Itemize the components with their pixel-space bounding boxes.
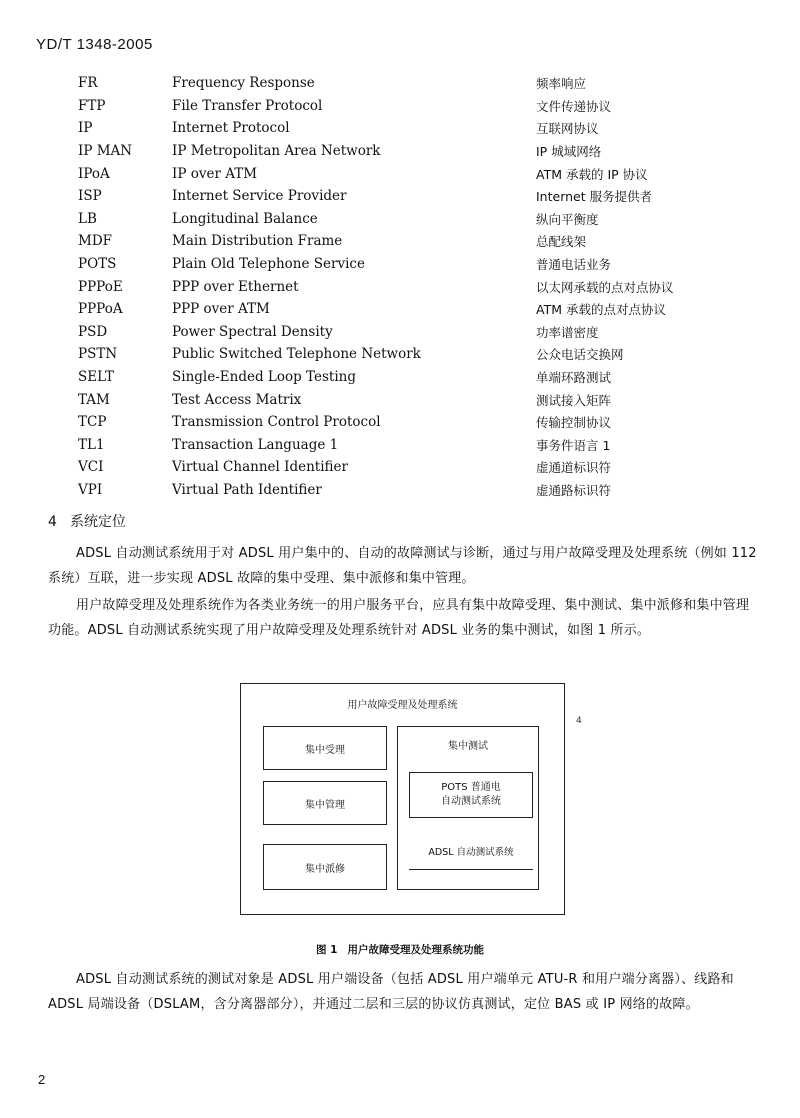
abbreviation-row: [78, 321, 728, 344]
abbreviation-term: PPPoE: [78, 278, 123, 295]
adsl-test-system-label: ADSL 自动测试系统: [428, 847, 514, 858]
box-pots-test-system: [409, 772, 533, 818]
figure-1-diagram: [240, 683, 565, 915]
abbreviation-english: Longitudinal Balance: [172, 210, 318, 227]
abbreviation-row: [78, 185, 728, 208]
abbreviation-chinese: 文件传递协议: [536, 98, 612, 114]
abbreviation-row: [78, 230, 728, 253]
abbreviation-row: [78, 456, 728, 479]
abbreviation-chinese: 频率响应: [536, 76, 587, 92]
abbreviation-row: [78, 388, 728, 411]
box-centralized-management-label: 集中管理: [305, 799, 345, 811]
abbreviation-term: TL1: [78, 436, 105, 453]
abbreviation-chinese: ATM 承载的 IP 协议: [536, 166, 648, 182]
abbreviation-term: TAM: [78, 391, 110, 408]
abbreviation-chinese: 总配线架: [536, 234, 587, 250]
abbreviation-term: ISP: [78, 188, 102, 205]
box-centralized-testing-label: 集中测试: [448, 741, 488, 752]
abbreviation-english: Internet Service Provider: [172, 188, 347, 205]
abbreviation-row: [78, 95, 728, 118]
abbreviation-row: [78, 298, 728, 321]
abbreviation-row: [78, 72, 728, 95]
abbreviation-term: SELT: [78, 369, 114, 386]
abbreviation-english: Transaction Language 1: [172, 436, 339, 453]
abbreviation-term: VPI: [78, 481, 103, 498]
abbreviation-english: Virtual Path Identifier: [172, 481, 322, 498]
abbreviation-row: [78, 343, 728, 366]
abbreviation-term: PPPoA: [78, 301, 123, 318]
box-pots-line2: 自动测试系统: [441, 796, 501, 807]
abbreviation-term: POTS: [78, 256, 117, 273]
abbreviation-chinese: 虚通路标识符: [536, 482, 612, 498]
section-title: 系统定位: [70, 514, 126, 530]
page-number: 2: [38, 1072, 46, 1087]
section-heading: [48, 511, 126, 531]
abbreviation-chinese: Internet 服务提供者: [536, 189, 653, 205]
abbreviation-term: VCI: [78, 459, 104, 476]
standard-code: YD/T 1348-2005: [36, 36, 153, 53]
abbreviation-english: File Transfer Protocol: [172, 97, 323, 114]
abbreviation-row: [78, 366, 728, 389]
adsl-test-system-underline: [409, 869, 533, 870]
abbreviation-english: Single-Ended Loop Testing: [172, 369, 356, 386]
figure-side-mark: 4: [576, 716, 582, 726]
abbreviation-term: FTP: [78, 97, 106, 114]
abbreviation-term: MDF: [78, 233, 113, 250]
figure-outer-title: 用户故障受理及处理系统: [347, 700, 458, 711]
abbreviation-row: [78, 434, 728, 457]
abbreviation-english: Internet Protocol: [172, 120, 290, 137]
abbreviation-chinese: 公众电话交换网: [536, 347, 624, 363]
abbreviation-chinese: 以太网承载的点对点协议: [536, 279, 674, 295]
box-centralized-dispatch: [263, 844, 387, 890]
abbreviation-term: IP: [78, 120, 93, 137]
paragraph-1: ADSL 自动测试系统用于对 ADSL 用户集中的、自动的故障测试与诊断，通过与用户故障受理及处理系统（例如 112 系统）互联，进一步实现 ADSL 故障的集中受理、集中派修和集中管理。: [48, 546, 757, 586]
abbreviation-english: IP over ATM: [172, 165, 258, 182]
abbreviation-chinese: 功率谱密度: [536, 324, 599, 340]
abbreviation-english: Plain Old Telephone Service: [172, 256, 365, 273]
figure-caption-text: 用户故障受理及处理系统功能: [347, 944, 484, 956]
figure-caption: [0, 942, 800, 957]
abbreviation-english: Test Access Matrix: [172, 391, 302, 408]
abbreviation-english: Main Distribution Frame: [172, 233, 343, 250]
abbreviation-chinese: 传输控制协议: [536, 415, 612, 431]
abbreviation-term: FR: [78, 75, 98, 92]
abbreviation-row: [78, 479, 728, 502]
box-centralized-management: [263, 781, 387, 825]
section-number: 4: [48, 514, 57, 530]
abbreviation-term: PSD: [78, 323, 108, 340]
abbreviation-english: Frequency Response: [172, 75, 315, 92]
abbreviation-table: [78, 72, 728, 501]
abbreviation-term: LB: [78, 210, 97, 227]
abbreviation-row: [78, 275, 728, 298]
paragraph-2: 用户故障受理及处理系统作为各类业务统一的用户服务平台，应具有集中故障受理、集中测试、集中派修和集中管理功能。ADSL 自动测试系统实现了用户故障受理及处理系统针对 ADSL 业务的集中测试，如图 1 所示。: [48, 598, 750, 638]
abbreviation-chinese: IP 城域网络: [536, 144, 602, 160]
box-centralized-acceptance: [263, 726, 387, 770]
abbreviation-chinese: 纵向平衡度: [536, 211, 599, 227]
abbreviation-row: [78, 162, 728, 185]
box-centralized-acceptance-label: 集中受理: [305, 744, 345, 756]
abbreviation-chinese: ATM 承载的点对点协议: [536, 302, 666, 318]
abbreviation-english: Public Switched Telephone Network: [172, 346, 421, 363]
abbreviation-chinese: 普通电话业务: [536, 257, 612, 273]
abbreviation-row: [78, 411, 728, 434]
abbreviation-row: [78, 140, 728, 163]
abbreviation-english: PPP over Ethernet: [172, 278, 299, 295]
abbreviation-english: IP Metropolitan Area Network: [172, 143, 381, 160]
abbreviation-english: Virtual Channel Identifier: [172, 459, 348, 476]
abbreviation-chinese: 事务件语言 1: [536, 437, 611, 453]
abbreviation-english: Power Spectral Density: [172, 323, 333, 340]
abbreviation-chinese: 虚通道标识符: [536, 460, 612, 476]
abbreviation-chinese: 单端环路测试: [536, 370, 612, 386]
paragraph-3: ADSL 自动测试系统的测试对象是 ADSL 用户端设备（包括 ADSL 用户端单元 ATU-R 和用户端分离器）、线路和 ADSL 局端设备（DSLAM，含分离器部分），并通过二层和三层的协议仿真测试，定位 BAS 或 IP 网络的故障。: [48, 972, 734, 1012]
abbreviation-row: [78, 117, 728, 140]
abbreviation-table-body: [78, 72, 728, 501]
abbreviation-term: IP MAN: [78, 143, 133, 160]
figure-caption-number: 图 1: [316, 944, 338, 956]
abbreviation-term: TCP: [78, 414, 107, 431]
abbreviation-english: Transmission Control Protocol: [172, 414, 381, 431]
abbreviation-chinese: 测试接入矩阵: [536, 392, 612, 408]
box-pots-line1: POTS 普通电: [441, 782, 501, 793]
abbreviation-english: PPP over ATM: [172, 301, 270, 318]
abbreviation-term: IPoA: [78, 165, 110, 182]
box-centralized-dispatch-label: 集中派修: [305, 863, 345, 875]
abbreviation-chinese: 互联网协议: [536, 121, 599, 137]
abbreviation-row: [78, 208, 728, 231]
abbreviation-row: [78, 253, 728, 276]
abbreviation-term: PSTN: [78, 346, 118, 363]
